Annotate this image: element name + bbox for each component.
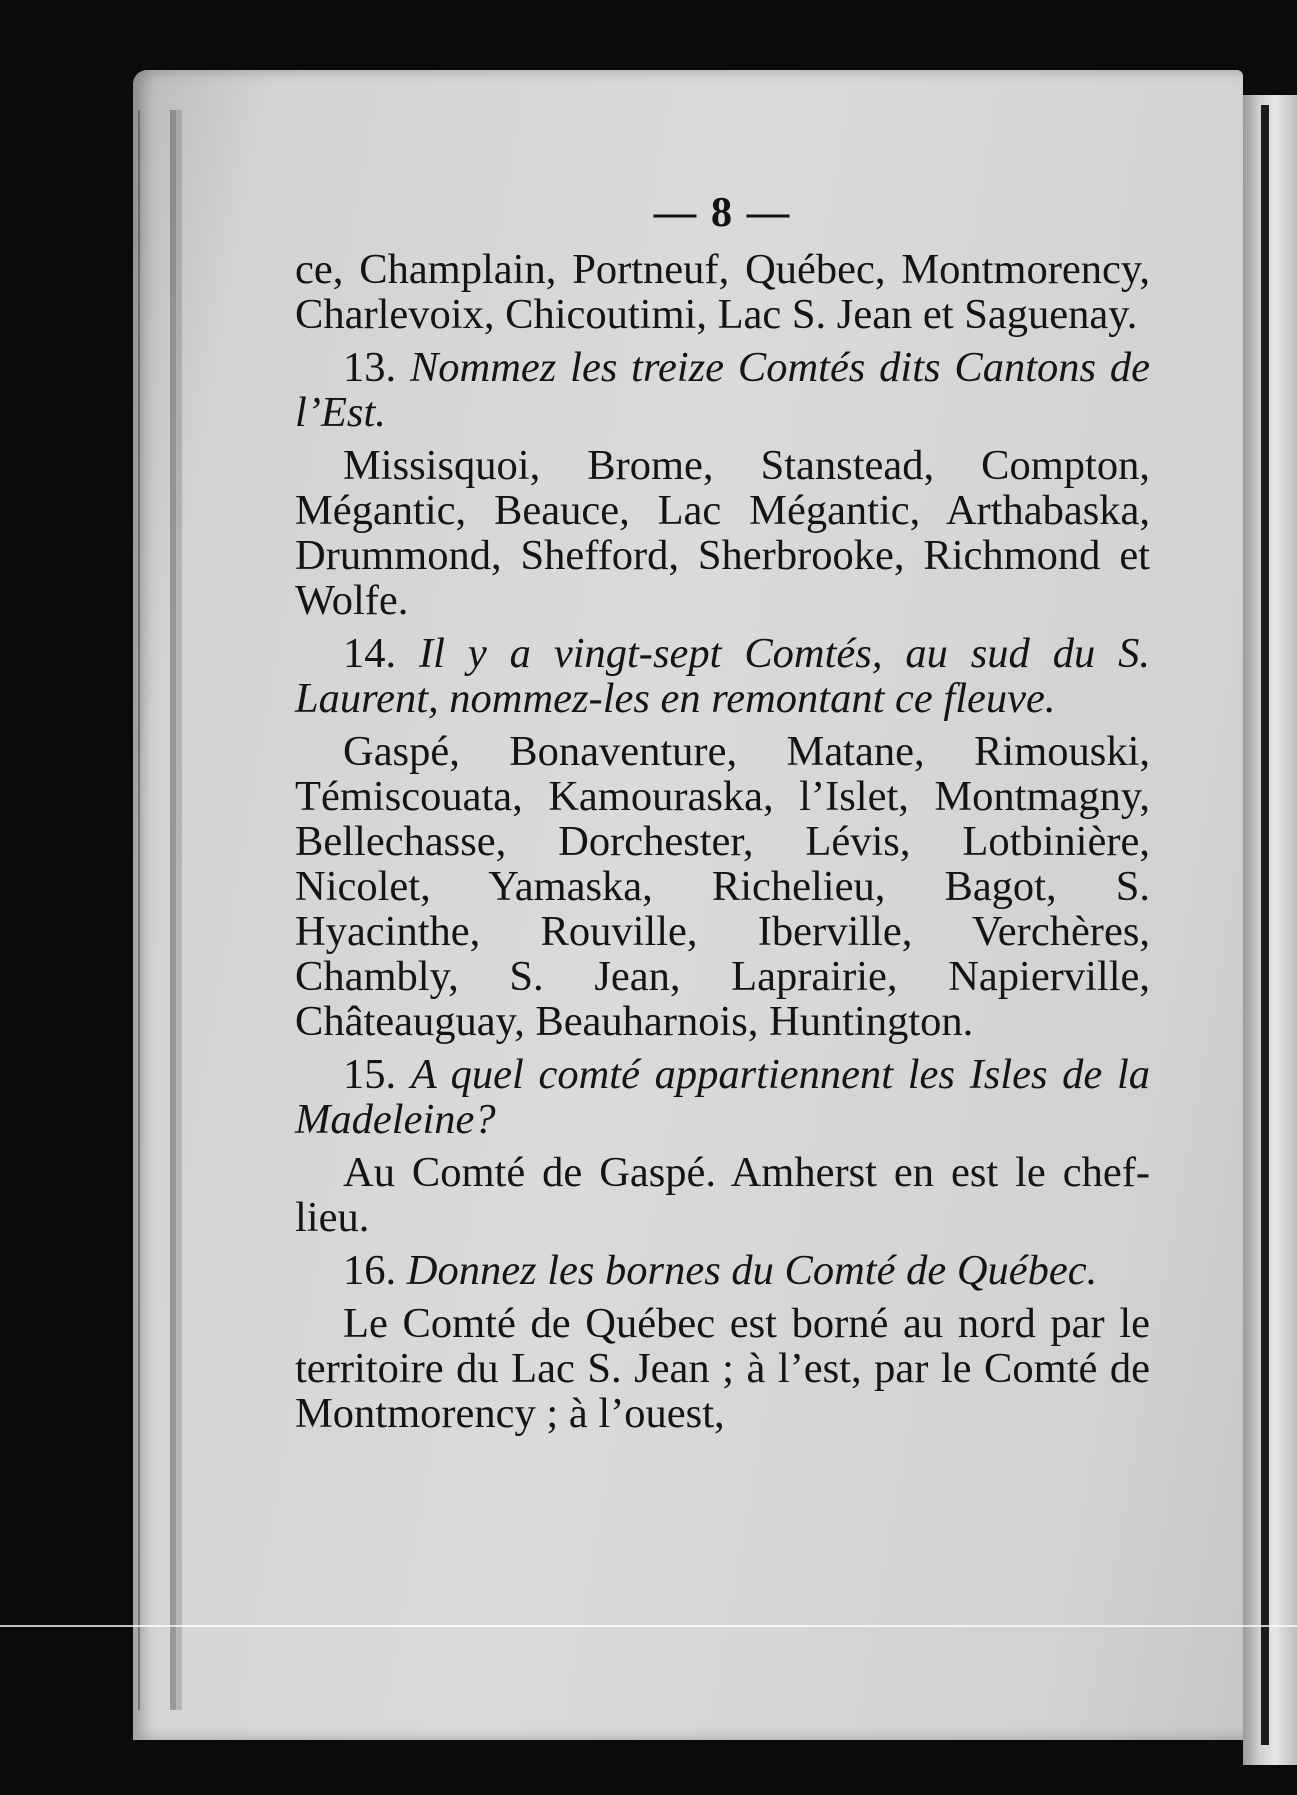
facing-page-edge (1243, 95, 1297, 1765)
answer-16: Le Comté de Québec est borné au nord par le territoire du Lac S. Jean ; à l’est, par le Comté de Montmorency ; à l’ouest, (295, 1300, 1150, 1437)
answer-15: Au Comté de Gaspé. Amherst en est le chef-lieu. (295, 1149, 1150, 1241)
question-16 (295, 1248, 1150, 1293)
binding-shadow (1261, 105, 1269, 1745)
page-number: — 8 — (653, 189, 792, 236)
question-number: 16. (343, 1247, 397, 1294)
question-number: 13. (343, 344, 397, 391)
question-number: 14. (343, 630, 397, 677)
question-number: 15. (343, 1051, 397, 1098)
page-edge-lines (138, 110, 170, 1710)
answer-13: Missisquoi, Brome, Stanstead, Compton, Mégantic, Beauce, Lac Mégantic, Arthabaska, Drummond, Shefford, Sherbrooke, Richmond et Wolfe. (295, 442, 1150, 624)
question-text: A quel comté appartiennent les Isles de la Madeleine? (295, 1051, 1150, 1143)
question-text: Donnez les bornes du Comté de Québec. (406, 1247, 1098, 1294)
question-13 (295, 345, 1150, 435)
question-15 (295, 1052, 1150, 1142)
page-text (295, 190, 1150, 1436)
question-text: Il y a vingt-sept Comtés, au sud du S. Laurent, nommez-les en remontant ce fleuve. (295, 630, 1150, 722)
answer-14: Gaspé, Bonaventure, Matane, Rimouski, Témiscouata, Kamouraska, l’Islet, Montmagny, Bellechasse, Dorchester, Lévis, Lotbinière, Nicolet, Yamaska, Richelieu, Bagot, S. Hyacinthe, Rouville, Iberville, Verchères, Chambly, S. Jean, Laprairie, Napierville, Châteauguay, Beauharnois, Huntington. (295, 728, 1150, 1045)
answer-block: ce, Champlain, Portneuf, Québec, Montmorency, Charlevoix, Chicoutimi, Lac S. Jean et Saguenay. (295, 246, 1150, 338)
question-14 (295, 631, 1150, 721)
question-text: Nommez les treize Comtés dits Cantons de l’Est. (295, 344, 1151, 436)
scan-artifact-line (0, 1625, 1297, 1627)
